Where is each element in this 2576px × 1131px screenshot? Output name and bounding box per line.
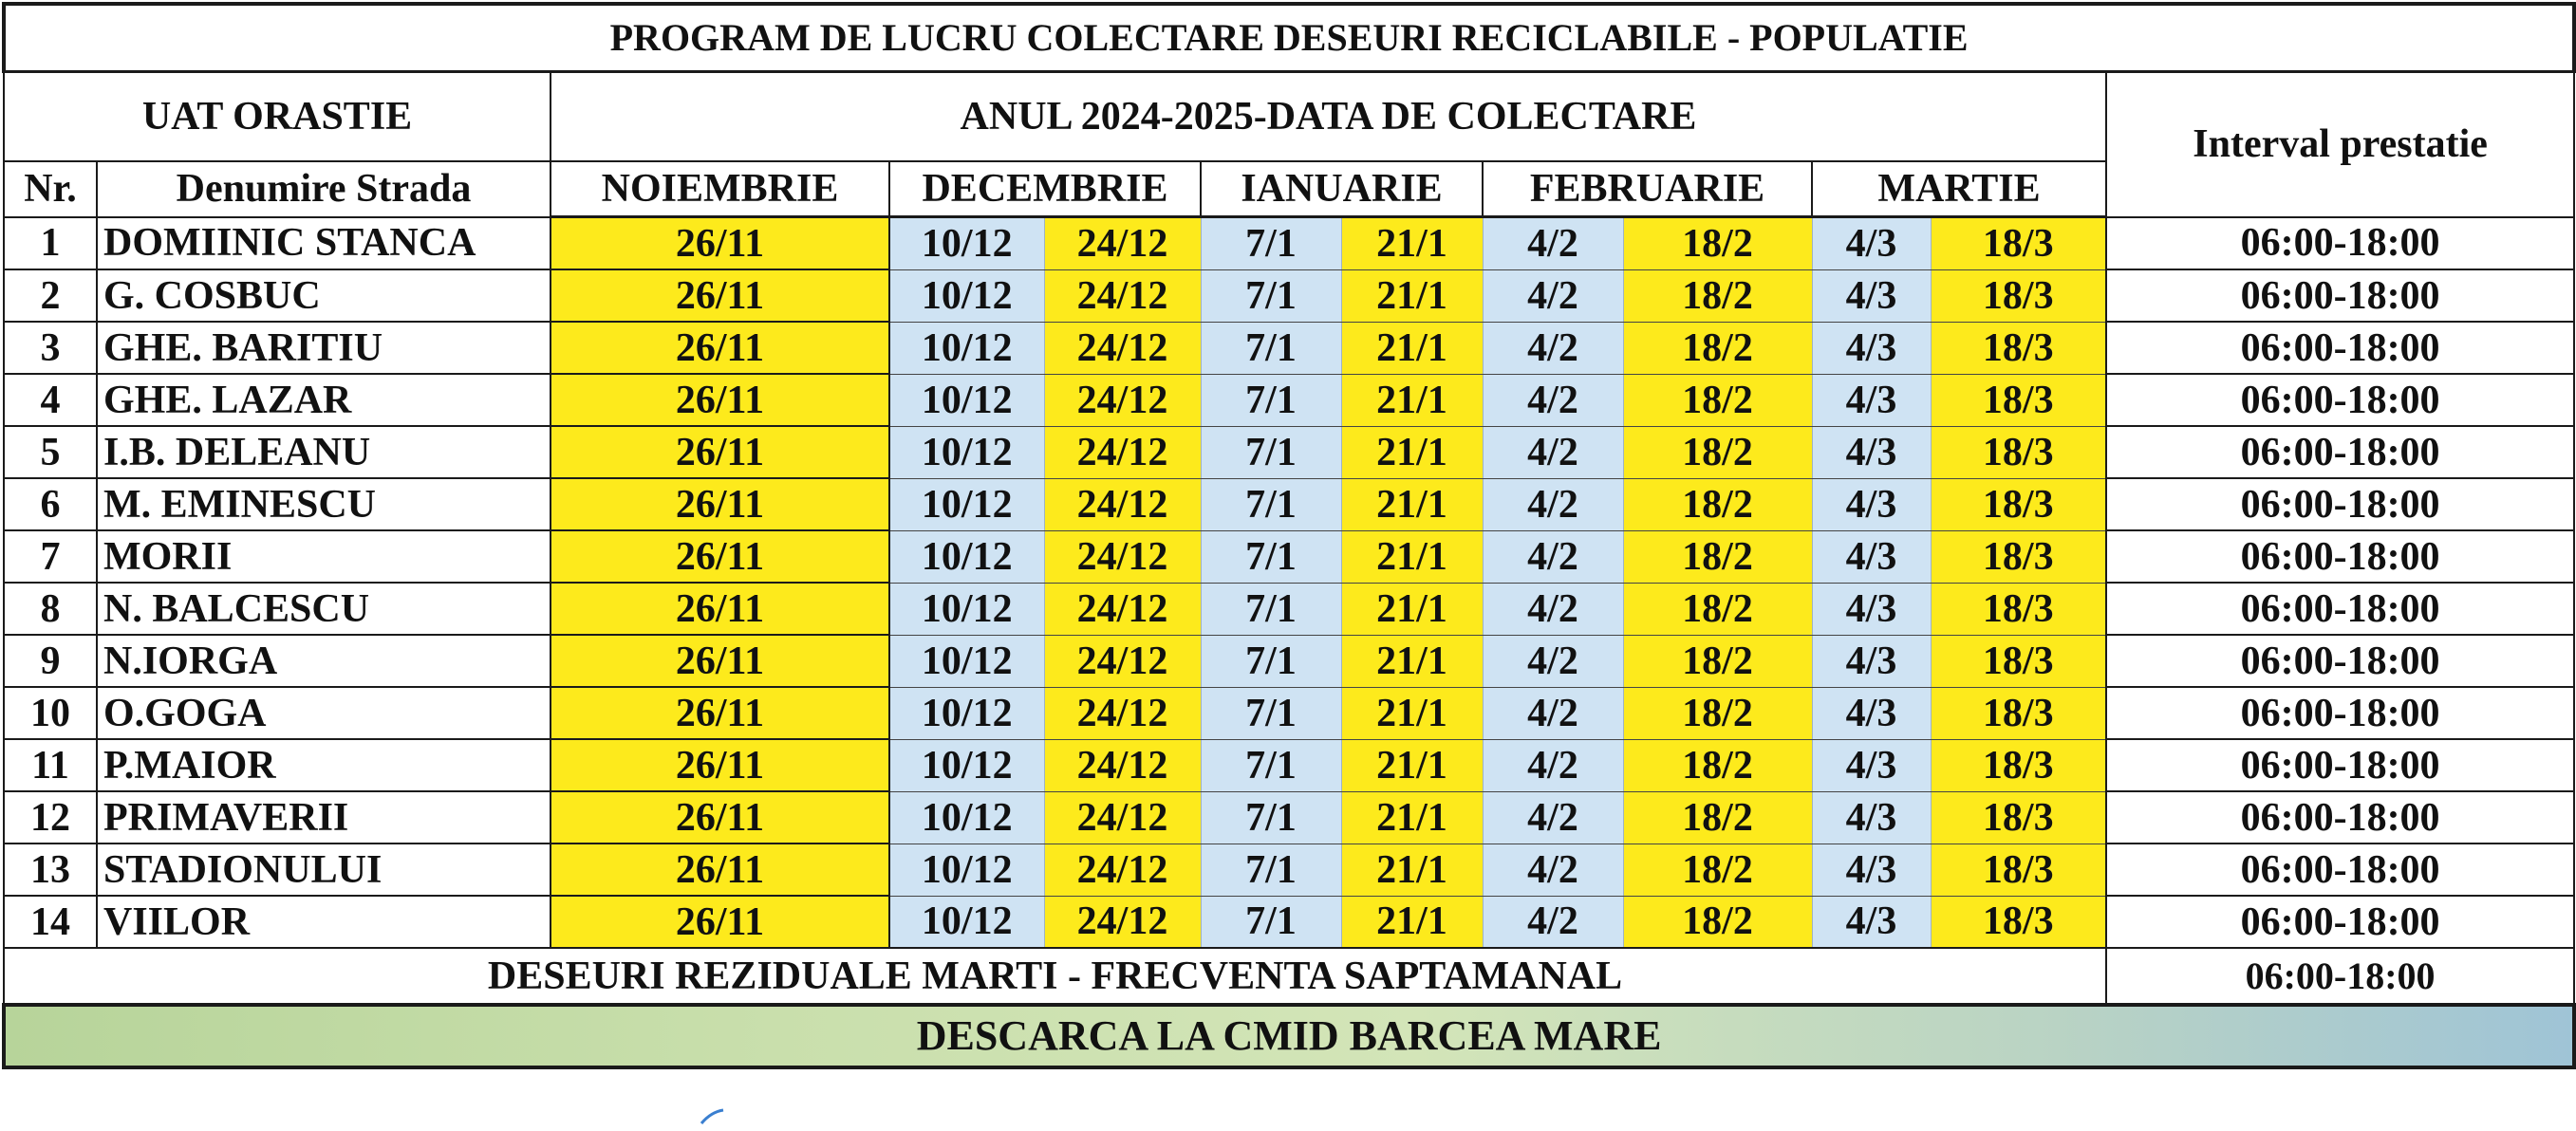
unload-location-banner: DESCARCA LA CMID BARCEA MARE [4,1005,2574,1067]
interval-value: 06:00-18:00 [2106,791,2574,844]
collection-date: 24/12 [1044,687,1201,739]
collection-date: 7/1 [1201,896,1341,948]
collection-date: 21/1 [1341,844,1483,896]
collection-date: 4/3 [1812,478,1931,530]
collection-date: 18/3 [1931,374,2106,426]
interval-value: 06:00-18:00 [2106,322,2574,374]
collection-date: 21/1 [1341,374,1483,426]
collection-date: 18/2 [1623,478,1812,530]
collection-date: 7/1 [1201,217,1341,270]
interval-value: 06:00-18:00 [2106,530,2574,583]
collection-date: 24/12 [1044,269,1201,322]
collection-date: 26/11 [551,530,889,583]
row-number: 12 [4,791,97,844]
collection-date: 26/11 [551,322,889,374]
collection-date: 21/1 [1341,426,1483,478]
interval-value: 06:00-18:00 [2106,269,2574,322]
row-number: 4 [4,374,97,426]
collection-date: 4/3 [1812,217,1931,270]
table-row [4,426,2574,478]
collection-date: 4/2 [1483,217,1623,270]
collection-date: 4/3 [1812,844,1931,896]
collection-date: 26/11 [551,687,889,739]
collection-date: 10/12 [889,478,1044,530]
collection-date: 18/2 [1623,583,1812,635]
collection-date: 24/12 [1044,426,1201,478]
page-title: PROGRAM DE LUCRU COLECTARE DESEURI RECICLABILE - POPULATIE [4,4,2574,72]
collection-date: 24/12 [1044,844,1201,896]
collection-date: 21/1 [1341,583,1483,635]
collection-date: 18/3 [1931,530,2106,583]
collection-date: 4/2 [1483,896,1623,948]
collection-date: 24/12 [1044,791,1201,844]
collection-date: 10/12 [889,374,1044,426]
collection-date: 26/11 [551,635,889,687]
interval-header: Interval prestatie [2106,72,2574,217]
table-row [4,896,2574,948]
collection-date: 24/12 [1044,896,1201,948]
collection-date: 26/11 [551,583,889,635]
collection-date: 18/3 [1931,217,2106,270]
collection-date: 24/12 [1044,217,1201,270]
street-name: PRIMAVERII [97,791,551,844]
collection-date: 21/1 [1341,530,1483,583]
collection-date: 24/12 [1044,478,1201,530]
street-name: GHE. BARITIU [97,322,551,374]
collection-date: 7/1 [1201,530,1341,583]
collection-date: 21/1 [1341,896,1483,948]
table-row [4,791,2574,844]
collection-date: 18/2 [1623,791,1812,844]
row-number: 3 [4,322,97,374]
collection-date: 4/2 [1483,739,1623,791]
street-name: M. EMINESCU [97,478,551,530]
row-number: 11 [4,739,97,791]
collection-date: 21/1 [1341,687,1483,739]
collection-date: 4/2 [1483,791,1623,844]
street-name: VIILOR [97,896,551,948]
collection-date: 26/11 [551,426,889,478]
collection-date: 10/12 [889,269,1044,322]
collection-date: 10/12 [889,583,1044,635]
collection-date: 18/3 [1931,687,2106,739]
collection-date: 4/3 [1812,269,1931,322]
collection-date: 4/3 [1812,322,1931,374]
collection-date: 18/2 [1623,426,1812,478]
collection-date: 4/3 [1812,635,1931,687]
collection-date: 4/2 [1483,426,1623,478]
row-number: 10 [4,687,97,739]
street-name: STADIONULUI [97,844,551,896]
collection-date: 18/2 [1623,322,1812,374]
collection-date: 10/12 [889,844,1044,896]
street-name: MORII [97,530,551,583]
collection-date: 4/3 [1812,687,1931,739]
collection-date: 7/1 [1201,478,1341,530]
collection-date: 18/3 [1931,791,2106,844]
row-number: 14 [4,896,97,948]
table-row [4,478,2574,530]
collection-date: 4/2 [1483,844,1623,896]
collection-date: 18/3 [1931,426,2106,478]
month-header-decembrie: DECEMBRIE [889,161,1201,217]
collection-date: 7/1 [1201,739,1341,791]
collection-date: 10/12 [889,635,1044,687]
collection-date: 26/11 [551,896,889,948]
interval-value: 06:00-18:00 [2106,426,2574,478]
collection-date: 4/3 [1812,739,1931,791]
collection-date: 7/1 [1201,322,1341,374]
collection-date: 10/12 [889,322,1044,374]
collection-date: 4/2 [1483,687,1623,739]
collection-date: 21/1 [1341,269,1483,322]
street-name: GHE. LAZAR [97,374,551,426]
collection-date: 18/3 [1931,635,2106,687]
collection-date: 18/2 [1623,269,1812,322]
street-name: I.B. DELEANU [97,426,551,478]
interval-value: 06:00-18:00 [2106,844,2574,896]
interval-value: 06:00-18:00 [2106,583,2574,635]
interval-value: 06:00-18:00 [2106,374,2574,426]
collection-date: 21/1 [1341,635,1483,687]
collection-date: 18/2 [1623,896,1812,948]
collection-date: 24/12 [1044,583,1201,635]
table-row [4,687,2574,739]
collection-date: 7/1 [1201,844,1341,896]
table-row [4,530,2574,583]
row-number: 13 [4,844,97,896]
collection-date: 18/2 [1623,844,1812,896]
street-name: G. COSBUC [97,269,551,322]
collection-date: 4/3 [1812,896,1931,948]
collection-date: 7/1 [1201,426,1341,478]
collection-date: 26/11 [551,478,889,530]
row-number: 5 [4,426,97,478]
row-number: 6 [4,478,97,530]
collection-date: 10/12 [889,687,1044,739]
collection-date: 26/11 [551,217,889,270]
period-label: ANUL 2024-2025-DATA DE COLECTARE [551,72,2106,162]
street-name: DOMIINIC STANCA [97,217,551,270]
row-number: 8 [4,583,97,635]
collection-date: 4/2 [1483,583,1623,635]
collection-date: 10/12 [889,739,1044,791]
collection-date: 4/2 [1483,322,1623,374]
collection-date: 21/1 [1341,478,1483,530]
collection-date: 24/12 [1044,635,1201,687]
collection-date: 24/12 [1044,374,1201,426]
collection-date: 4/2 [1483,374,1623,426]
collection-date: 26/11 [551,269,889,322]
collection-date: 18/3 [1931,844,2106,896]
collection-date: 4/2 [1483,530,1623,583]
row-number: 2 [4,269,97,322]
collection-date: 21/1 [1341,791,1483,844]
interval-value: 06:00-18:00 [2106,478,2574,530]
interval-value: 06:00-18:00 [2106,739,2574,791]
collection-schedule-sheet [2,2,2572,1101]
table-row [4,739,2574,791]
month-header-martie: MARTIE [1812,161,2106,217]
row-number: 9 [4,635,97,687]
collection-date: 24/12 [1044,322,1201,374]
interval-value: 06:00-18:00 [2106,687,2574,739]
residual-waste-note: DESEURI REZIDUALE MARTI - FRECVENTA SAPTAMANAL [4,948,2106,1005]
collection-date: 4/3 [1812,791,1931,844]
collection-date: 18/2 [1623,530,1812,583]
collection-date: 10/12 [889,896,1044,948]
collection-date: 4/3 [1812,530,1931,583]
collection-date: 26/11 [551,844,889,896]
collection-date: 10/12 [889,530,1044,583]
logo-mark-fragment [698,1108,726,1125]
collection-date: 21/1 [1341,217,1483,270]
collection-date: 7/1 [1201,687,1341,739]
collection-date: 18/2 [1623,687,1812,739]
nr-column-header: Nr. [4,161,97,217]
collection-date: 7/1 [1201,583,1341,635]
collection-date: 18/3 [1931,583,2106,635]
collection-date: 7/1 [1201,374,1341,426]
collection-date: 18/2 [1623,635,1812,687]
row-number: 7 [4,530,97,583]
collection-date: 4/3 [1812,426,1931,478]
uat-label: UAT ORASTIE [4,72,551,162]
collection-date: 18/2 [1623,739,1812,791]
street-name: N.IORGA [97,635,551,687]
collection-date: 26/11 [551,374,889,426]
collection-date: 21/1 [1341,739,1483,791]
interval-value: 06:00-18:00 [2106,635,2574,687]
street-name: O.GOGA [97,687,551,739]
collection-date: 4/3 [1812,583,1931,635]
month-header-noiembrie: NOIEMBRIE [551,161,889,217]
collection-date: 4/2 [1483,269,1623,322]
table-row [4,583,2574,635]
collection-date: 10/12 [889,217,1044,270]
collection-date: 10/12 [889,791,1044,844]
collection-date: 7/1 [1201,791,1341,844]
street-column-header: Denumire Strada [97,161,551,217]
collection-date: 18/2 [1623,217,1812,270]
table-row [4,269,2574,322]
collection-date: 18/3 [1931,322,2106,374]
collection-date: 21/1 [1341,322,1483,374]
collection-date: 4/2 [1483,635,1623,687]
table-row [4,322,2574,374]
collection-date: 4/3 [1812,374,1931,426]
collection-date: 7/1 [1201,269,1341,322]
table-row [4,374,2574,426]
month-header-februarie: FEBRUARIE [1483,161,1812,217]
table-row [4,217,2574,270]
street-name: P.MAIOR [97,739,551,791]
table-row [4,635,2574,687]
collection-date: 18/3 [1931,896,2106,948]
residual-interval-value: 06:00-18:00 [2106,948,2574,1005]
schedule-table [2,2,2576,1069]
interval-value: 06:00-18:00 [2106,217,2574,270]
collection-date: 7/1 [1201,635,1341,687]
collection-date: 18/2 [1623,374,1812,426]
collection-date: 18/3 [1931,269,2106,322]
collection-date: 18/3 [1931,739,2106,791]
street-name: N. BALCESCU [97,583,551,635]
collection-date: 24/12 [1044,739,1201,791]
month-header-ianuarie: IANUARIE [1201,161,1483,217]
collection-date: 4/2 [1483,478,1623,530]
collection-date: 18/3 [1931,478,2106,530]
collection-date: 24/12 [1044,530,1201,583]
row-number: 1 [4,217,97,270]
collection-date: 10/12 [889,426,1044,478]
table-row [4,844,2574,896]
collection-date: 26/11 [551,791,889,844]
collection-date: 26/11 [551,739,889,791]
interval-value: 06:00-18:00 [2106,896,2574,948]
